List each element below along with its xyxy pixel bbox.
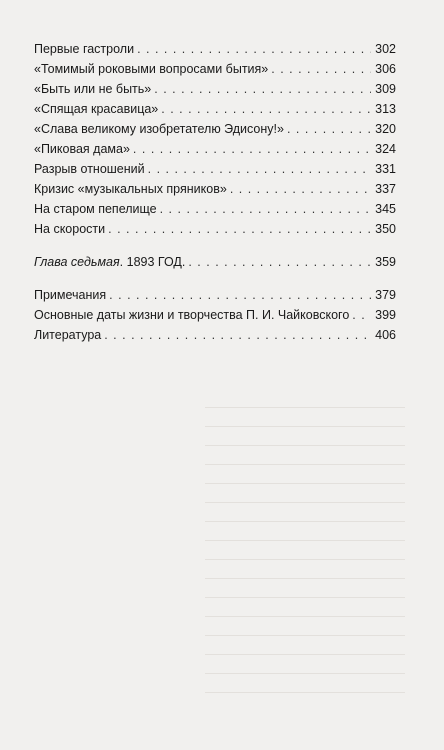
- toc-entry-page: 309: [375, 82, 396, 96]
- toc-entry-title: «Томимый роковыми вопросами бытия»: [34, 62, 269, 76]
- toc-entry-page: 306: [375, 62, 396, 76]
- toc-entry-title: «Слава великому изобретателю Эдисону!»: [34, 122, 284, 136]
- toc-entry-page: 406: [375, 328, 396, 342]
- toc-entry: [34, 122, 396, 136]
- toc-leader-dots: [148, 162, 371, 176]
- toc-leader-dots: [271, 62, 371, 76]
- toc-leader-dots: [108, 222, 371, 236]
- toc-entry-page: 399: [375, 308, 396, 322]
- toc-entry-title: Кризис «музыкальных пряников»: [34, 182, 227, 196]
- toc-entry: [34, 182, 396, 196]
- toc-leader-dots: [109, 288, 371, 302]
- bleed-through-text: [205, 395, 405, 715]
- toc-leader-dots: [104, 328, 371, 342]
- toc-entry-page: 302: [375, 42, 396, 56]
- toc-entry: [34, 62, 396, 76]
- toc-leader-dots: [161, 102, 371, 116]
- toc-entry-page: 331: [375, 162, 396, 176]
- toc-entry-title: «Быть или не быть»: [34, 82, 152, 96]
- toc-entry-title: Литература: [34, 328, 102, 342]
- toc-leader-dots: [352, 308, 371, 322]
- toc-entry-page: 337: [375, 182, 396, 196]
- toc-entry: [34, 102, 396, 116]
- toc-chapter-entry: [34, 255, 396, 269]
- chapter-rest: . 1893 ГОД.: [119, 255, 186, 269]
- toc-leader-dots: [287, 122, 371, 136]
- toc-entry: [34, 142, 396, 156]
- toc-entry-page: 345: [375, 202, 396, 216]
- toc-leader-dots: [154, 82, 371, 96]
- toc-entry-page: 320: [375, 122, 396, 136]
- toc-entry-page: 359: [375, 255, 396, 269]
- toc-leader-dots: [188, 255, 371, 269]
- toc-leader-dots: [133, 142, 371, 156]
- toc-entry-title: «Спящая красавица»: [34, 102, 159, 116]
- toc-entry: [34, 42, 396, 56]
- toc-entry-title: Разрыв отношений: [34, 162, 145, 176]
- toc-chapter-title: [34, 255, 185, 269]
- toc-entry-title: На старом пепелище: [34, 202, 157, 216]
- toc-entry-title: Примечания: [34, 288, 107, 302]
- toc-entry-title: «Пиковая дама»: [34, 142, 130, 156]
- toc-entry-page: 379: [375, 288, 396, 302]
- toc-back-entry: [34, 288, 396, 302]
- toc-entry: [34, 202, 396, 216]
- toc-entry: [34, 82, 396, 96]
- toc-back-entry: [34, 328, 396, 342]
- toc-back-entry: [34, 308, 396, 322]
- toc-entry: [34, 162, 396, 176]
- chapter-label: Глава седьмая: [34, 255, 120, 269]
- toc-entry-page: 350: [375, 222, 396, 236]
- toc-leader-dots: [230, 182, 371, 196]
- toc-entry-page: 313: [375, 102, 396, 116]
- toc-entry-title: Первые гастроли: [34, 42, 135, 56]
- toc-entry-page: 324: [375, 142, 396, 156]
- toc-leader-dots: [160, 202, 371, 216]
- toc-entry: [34, 222, 396, 236]
- toc-entry-title: На скорости: [34, 222, 106, 236]
- toc-leader-dots: [137, 42, 371, 56]
- toc-entry-title: Основные даты жизни и творчества П. И. Чайковского: [34, 308, 350, 322]
